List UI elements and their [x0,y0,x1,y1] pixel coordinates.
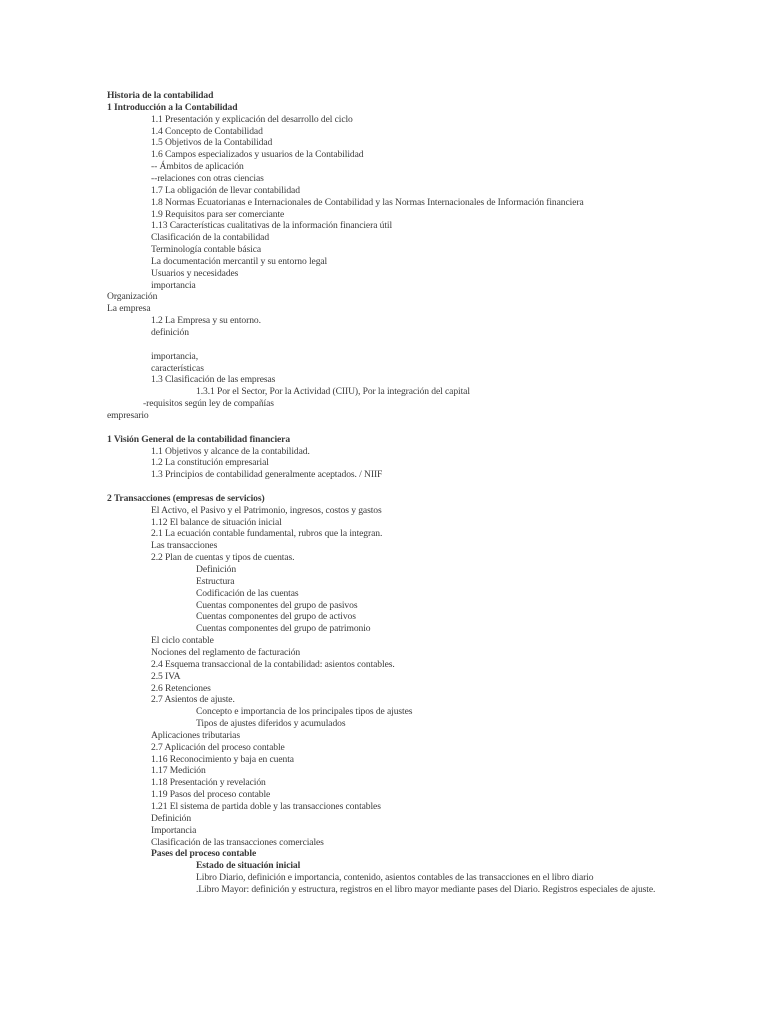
document-line: 1.2 La Empresa y su entorno. [151,315,261,327]
document-line: 2.6 Retenciones [151,682,211,694]
document-line: 1.2 La constitución empresarial [151,457,269,469]
document-line: El Activo, el Pasivo y el Patrimonio, ingresos, costos y gastos [151,504,382,516]
document-line: 1.16 Reconocimiento y baja en cuenta [151,753,294,765]
document-line: Codificación de las cuentas [196,587,299,599]
document-line: 1.12 El balance de situación inicial [151,516,282,528]
document-line: Cuentas componentes del grupo de activos [196,611,356,623]
document-line: empresario [107,409,149,421]
document-line: La empresa [107,303,151,315]
document-line: 1 Introducción a la Contabilidad [107,101,238,113]
document-line: 2.2 Plan de cuentas y tipos de cuentas. [151,552,295,564]
document-line: -- Ámbitos de aplicación [151,161,244,173]
document-line: -requisitos según ley de compañías [143,398,274,410]
document-line: Aplicaciones tributarias [151,729,240,741]
document-line: 1.21 El sistema de partida doble y las transacciones contables [151,801,381,812]
document-line: Organización [107,291,158,303]
document-line: importancia, [151,350,199,362]
document-line: Terminología contable básica [151,244,262,256]
document-line: 1.7 La obligación de llevar contabilidad [151,184,300,196]
document-line: Las transacciones [151,540,218,552]
document-line: 1.8 Normas Ecuatorianas e Internacionales de Contabilidad y las Normas Internacionales de Información financiera [151,196,584,208]
document-line: importancia [151,279,196,291]
document-line: Clasificación de las transacciones comerciales [151,836,324,848]
document-line: Cuentas componentes del grupo de patrimonio [196,623,371,635]
document-line: 1.5 Objetivos de la Contabilidad [151,137,273,149]
document-line: 1.1 Objetivos y alcance de la contabilidad. [151,445,310,457]
document-line: La documentación mercantil y su entorno legal [151,255,328,267]
document-line: 1.4 Concepto de Contabilidad [151,125,263,137]
document-line: 1.1 Presentación y explicación del desarrollo del ciclo [151,113,353,125]
document-line: Nociones del reglamento de facturación [151,646,301,658]
document-line: 1.19 Pasos del proceso contable [151,789,271,801]
document-line: 2.4 Esquema transaccional de la contabilidad: asientos contables. [151,658,395,670]
document-line: 1.3 Principios de contabilidad generalmente aceptados. / NIIF [151,469,383,481]
document-line: 1.3.1 Por el Sector, Por la Actividad (CIIU), Por la integración del capital [196,386,470,398]
document-line: .Libro Mayor: definición y estructura, registros en el libro mayor mediante pases del Diario. Registros especiales de ajuste. [196,883,656,895]
document-line: 1.18 Presentación y revelación [151,777,266,789]
document-line: Estado de situación inicial [196,860,301,872]
document-line: características [151,362,204,374]
document-line: --relaciones con otras ciencias [151,172,264,184]
document-line: Pases del proceso contable [151,848,257,860]
document-line: 1.17 Medición [151,765,206,777]
document-line: 1.9 Requisitos para ser comerciante [151,208,285,220]
document-line: Cuentas componentes del grupo de pasivos [196,599,358,611]
document-line: Definición [151,812,192,824]
document-line: 2.7 Aplicación del proceso contable [151,741,285,753]
document-line: 2.7 Asientos de ajuste. [151,694,235,706]
document-line: 2 Transacciones (empresas de servicios) [107,492,265,504]
document-line: 2.1 La ecuación contable fundamental, rubros que la integran. [151,528,383,540]
document-line: Usuarios y necesidades [151,267,239,279]
document-line: Importancia [151,824,197,836]
document-line: definición [151,327,189,338]
document-line: 1.13 Características cualitativas de la información financiera útil [151,220,393,232]
document-line: 2.5 IVA [151,670,181,682]
document-line: Concepto e importancia de los principales tipos de ajustes [196,706,413,718]
document-line: Historia de la contabilidad [107,90,214,101]
document-line: El ciclo contable [151,635,214,647]
document-line: Estructura [196,575,235,587]
document-line: 1.3 Clasificación de las empresas [151,374,276,386]
document-line: Tipos de ajustes diferidos y acumulados [196,718,346,730]
document-line: 1 Visión General de la contabilidad financiera [107,433,291,445]
document-line: Definición [196,564,237,575]
document-line: Libro Diario, definición e importancia, contenido, asientos contables de las transacciones en el libro diario [196,872,594,884]
document-line: Clasificación de la contabilidad [151,232,270,244]
document-line: 1.6 Campos especializados y usuarios de la Contabilidad [151,149,364,161]
